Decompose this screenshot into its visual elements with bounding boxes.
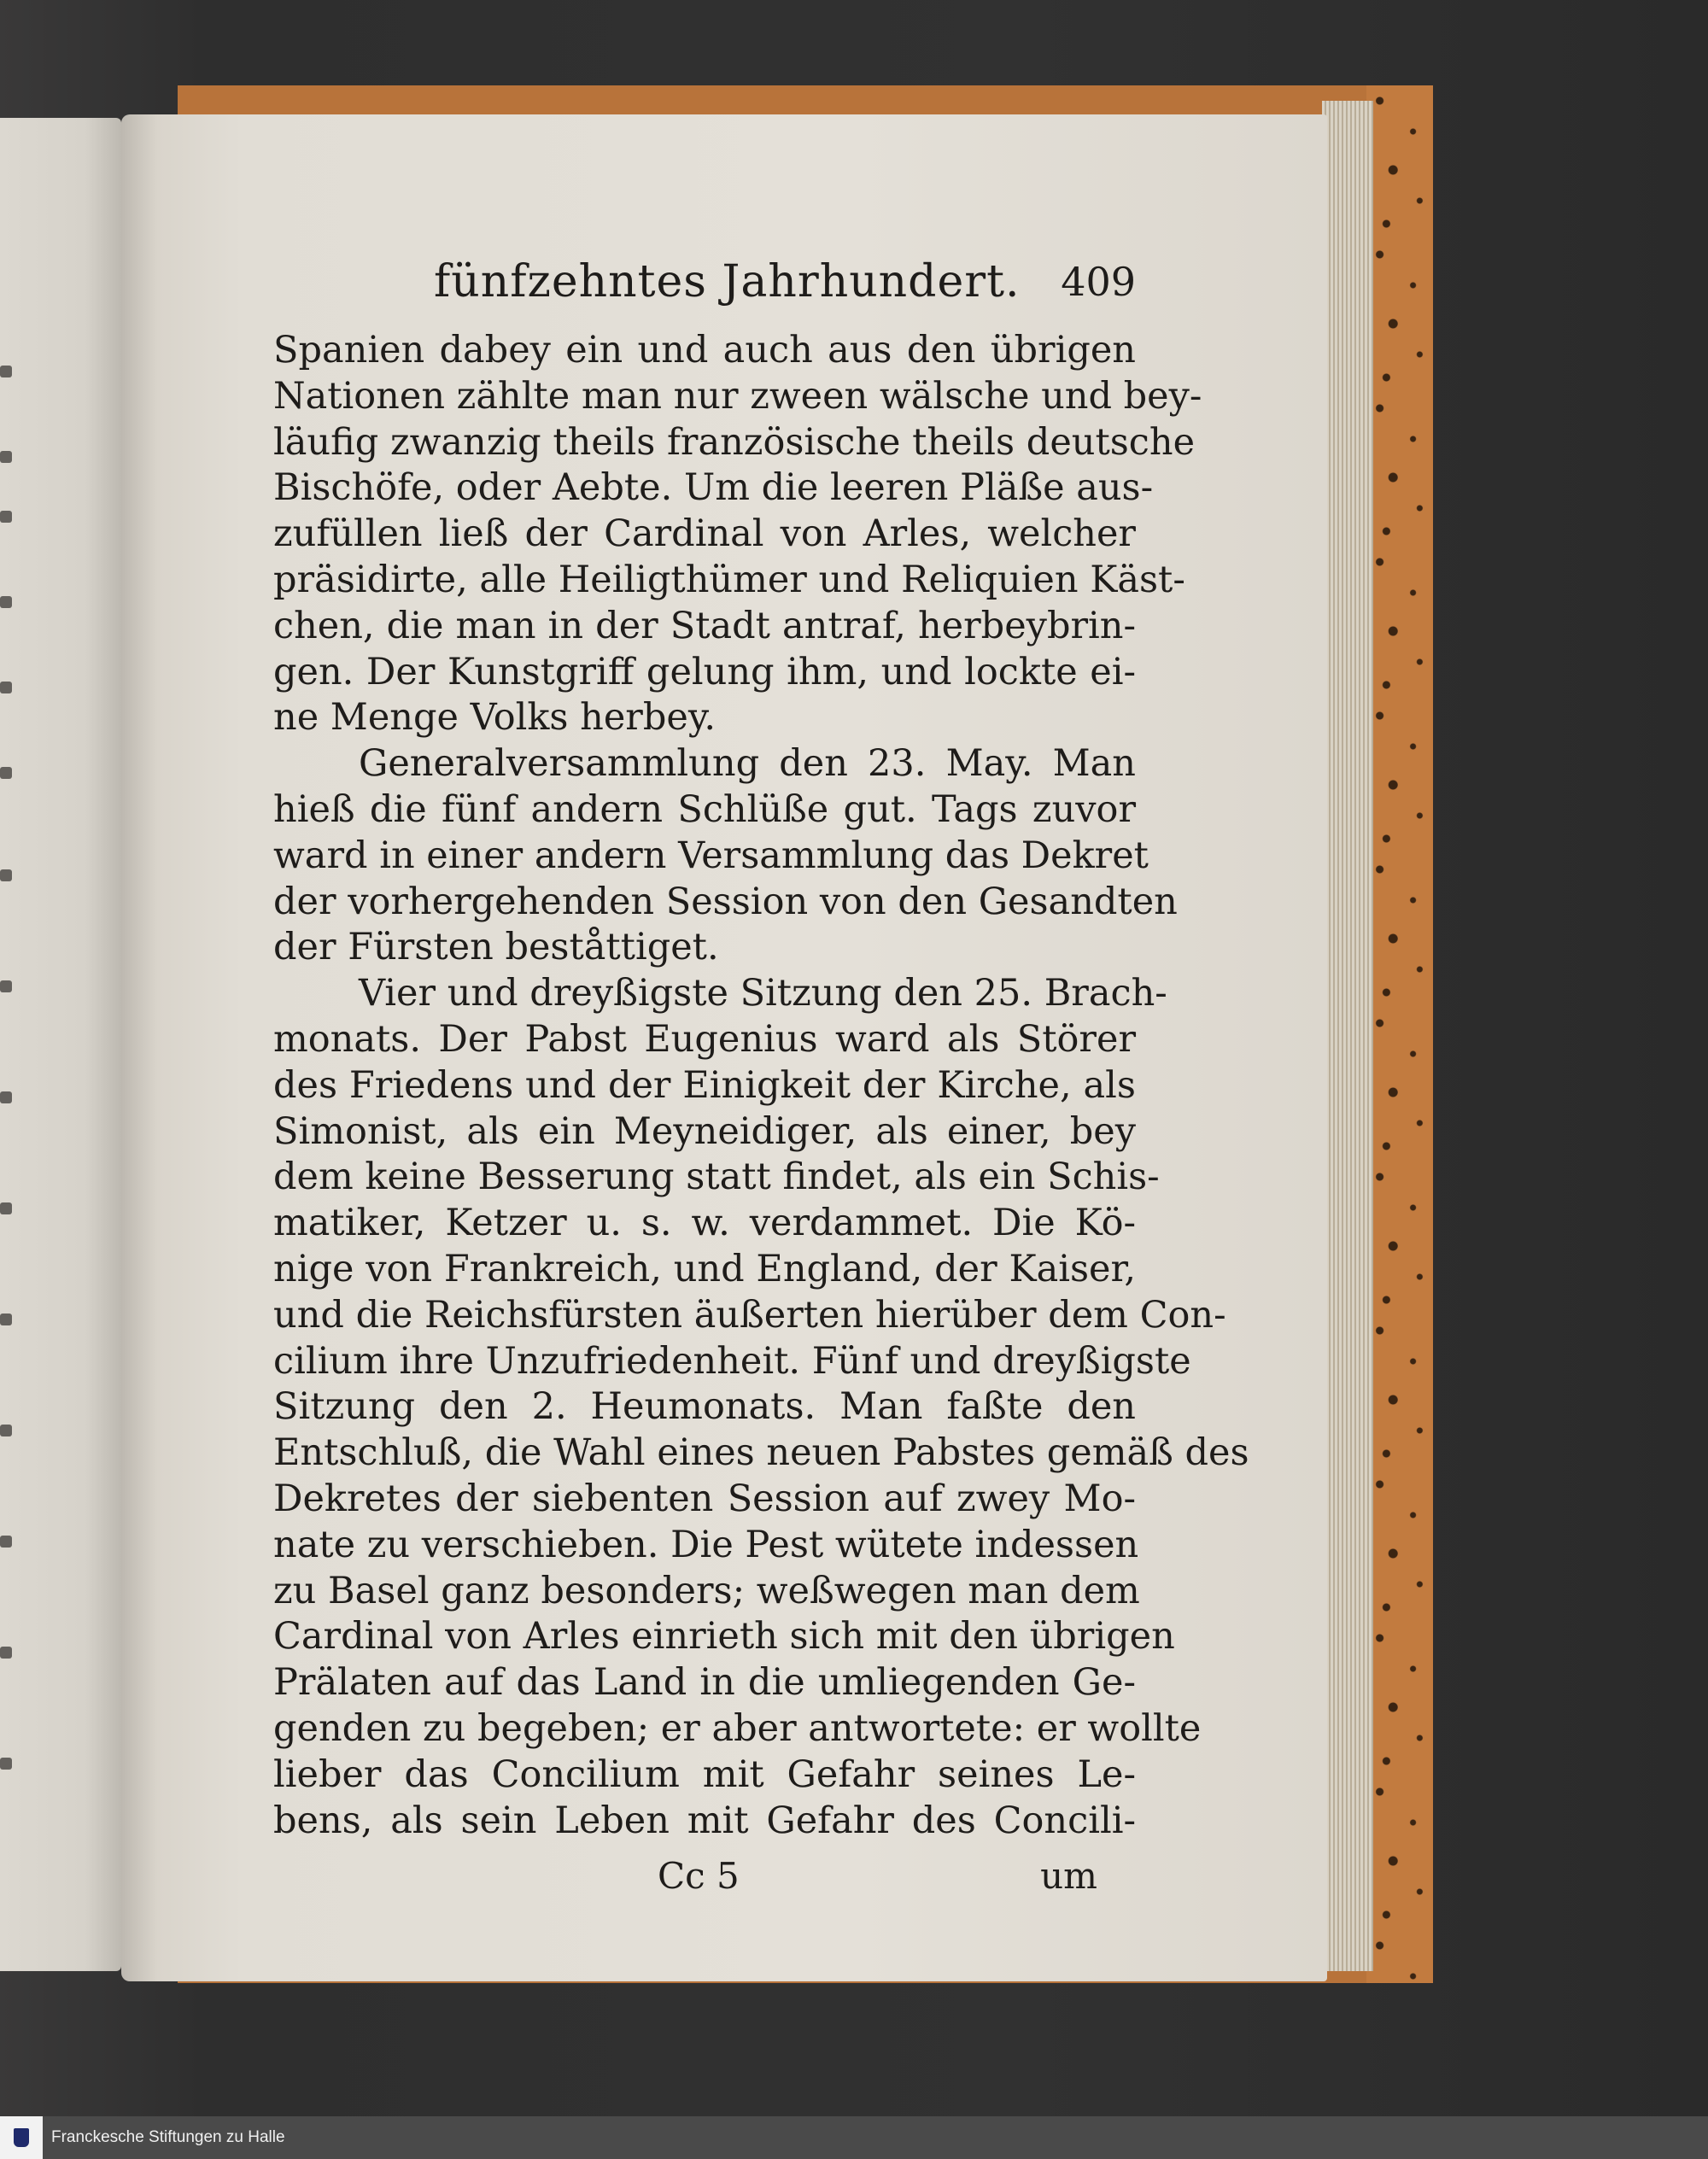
text-line: matiker, Ketzer u. s. w. verdammet. Die Kö- [273, 1202, 1136, 1245]
text-line: der Fürsten beståttiget. [273, 926, 719, 969]
text-line: Simonist, als ein Meyneidiger, als einer, bey [273, 1109, 1136, 1153]
left-page-glyph [0, 767, 12, 779]
left-page-glyph [0, 596, 12, 608]
text-line: präsidirte, alle Heiligthümer und Reliquien Käst- [273, 558, 1185, 601]
institution-bar [0, 2116, 1708, 2159]
left-page-glyph [0, 682, 12, 693]
text-line: nate zu verschieben. Die Pest wütete indessen [273, 1523, 1139, 1566]
text-line: Vier und dreyßigste Sitzung den 25. Brach- [359, 972, 1167, 1015]
text-line: der vorhergehenden Session von den Gesandten [273, 880, 1178, 923]
text-line: Sitzung den 2. Heumonats. Man faßte den [273, 1385, 1136, 1429]
left-page-glyph [0, 366, 12, 377]
text-line: Nationen zählte man nur zween wälsche und bey- [273, 374, 1202, 418]
left-page-glyph [0, 451, 12, 463]
text-line: bens, als sein Leben mit Gefahr des Concili- [273, 1799, 1136, 1842]
text-line: Spanien dabey ein und auch aus den übrigen [273, 329, 1136, 372]
text-line: Dekretes der siebenten Session auf zwey Mo- [273, 1477, 1136, 1520]
crest-icon [14, 2128, 29, 2147]
text-line: des Friedens und der Einigkeit der Kirche, als [273, 1063, 1136, 1107]
institution-name: Franckesche Stiftungen zu Halle [51, 2128, 285, 2146]
text-line: dem keine Besserung statt findet, als ein Schis- [273, 1156, 1160, 1199]
book-cover-edge [1366, 85, 1433, 1983]
text-line: Bischöfe, oder Aebte. Um die leeren Pläße aus- [273, 466, 1154, 510]
left-page-glyph [0, 1314, 12, 1325]
institution-logo [0, 2116, 43, 2159]
left-page-edge [0, 118, 121, 1971]
signature-mark: Cc 5 [658, 1855, 740, 1898]
text-line: nige von Frankreich, und England, der Kaiser, [273, 1247, 1136, 1290]
text-line: hieß die fünf andern Schlüße gut. Tags zuvor [273, 787, 1136, 831]
left-page-glyph [0, 511, 12, 523]
left-page-glyph [0, 1202, 12, 1214]
page-footer [273, 1851, 1136, 1902]
page-number: 409 [1061, 259, 1136, 305]
running-title: fünfzehntes Jahrhundert. [434, 256, 1021, 307]
text-line: ne Menge Volks herbey. [273, 696, 717, 740]
text-line: gen. Der Kunstgriff gelung ihm, und lockte ei- [273, 650, 1136, 693]
text-line: Generalversammlung den 23. May. Man [359, 742, 1136, 786]
text-line: Cardinal von Arles einrieth sich mit den übrigen [273, 1615, 1175, 1659]
text-line: Prälaten auf das Land in die umliegenden Ge- [273, 1661, 1136, 1705]
left-page-glyph [0, 1091, 12, 1103]
body-text [273, 328, 1249, 1844]
text-line: chen, die man in der Stadt antraf, herbeybrin- [273, 604, 1136, 647]
page-edges [1322, 101, 1373, 1971]
text-line: genden zu begeben; er aber antwortete: er wollte [273, 1706, 1202, 1750]
catchword: um [1040, 1855, 1097, 1898]
text-line: cilium ihre Unzufriedenheit. Fünf und dreyßigste [273, 1339, 1191, 1383]
left-page-glyph [0, 980, 12, 992]
left-page-glyph [0, 1536, 12, 1548]
text-line: monats. Der Pabst Eugenius ward als Störer [273, 1017, 1136, 1061]
text-line: Entschluß, die Wahl eines neuen Pabstes gemäß des [273, 1431, 1249, 1475]
left-page-glyph [0, 1758, 12, 1770]
page-text [273, 248, 1249, 1902]
text-line: läufig zwanzig theils französische theils deutsche [273, 420, 1196, 464]
text-line: ward in einer andern Versammlung das Dekret [273, 834, 1149, 877]
left-page-glyph [0, 1647, 12, 1659]
text-line: lieber das Concilium mit Gefahr seines Le- [273, 1752, 1136, 1796]
running-head [273, 248, 1136, 316]
left-page-glyph [0, 869, 12, 881]
text-line: zu Basel ganz besonders; weßwegen man dem [273, 1569, 1140, 1612]
text-line: zufüllen ließ der Cardinal von Arles, welcher [273, 512, 1136, 556]
left-page-glyph [0, 1425, 12, 1436]
text-line: und die Reichsfürsten äußerten hierüber dem Con- [273, 1293, 1226, 1337]
